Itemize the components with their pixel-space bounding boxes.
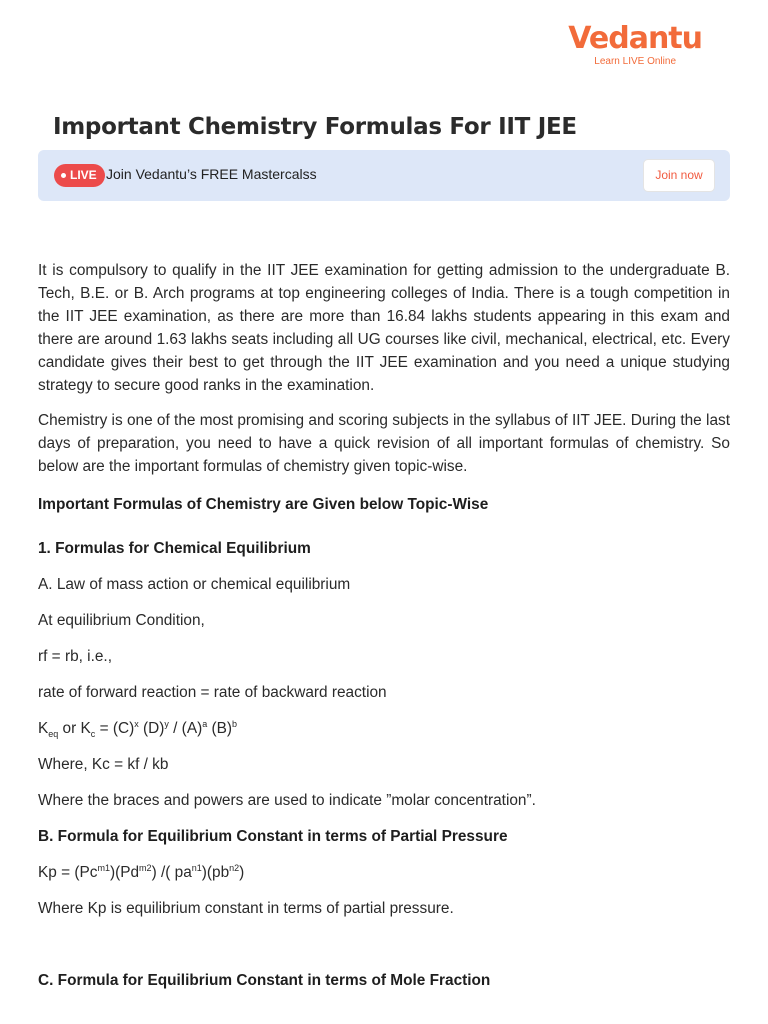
topics-heading: Important Formulas of Chemistry are Given below Topic-Wise	[38, 496, 489, 513]
kp-formula: $Kp = (Pc^{m1})(Pd^{m2})$ /( $pa^{n1})(pb^{n2})$	[38, 863, 245, 881]
vedantu-logo[interactable]	[568, 22, 702, 67]
law-of-mass-action: A. Law of mass action or chemical equilibrium	[38, 576, 351, 593]
logo-tagline: Learn LIVE Online	[594, 56, 676, 67]
braces-note: Where the braces and powers are used to indicate ”molar concentration”.	[38, 792, 536, 809]
live-badge	[54, 164, 105, 187]
section-b-heading: B. Formula for Equilibrium Constant in terms of Partial Pressure	[38, 828, 508, 845]
live-dot-icon	[61, 173, 66, 178]
keq-formula: $K_{eq}$ or $K_c = (C)^x$ $(D)^y / (A)^a$ $(B)^b$	[38, 719, 238, 739]
logo-wordmark: Vedantu	[568, 21, 702, 56]
live-label: LIVE	[70, 168, 97, 182]
rate-equality: rate of forward reaction = rate of backward reaction	[38, 684, 387, 701]
banner-text: Join Vedantu’s FREE Mastercalss	[106, 166, 317, 182]
equilibrium-condition: At equilibrium Condition,	[38, 612, 205, 629]
masterclass-banner	[38, 150, 730, 201]
intro-paragraph-1: It is compulsory to qualify in the IIT JEE examination for getting admission to the undergraduate B. Tech, B.E. or B. Arch programs at top engineering colleges of India. There is a tough competition in the IIT JEE examination, as there are more than 16.84 lakhs students appearing in this exam and there are around 1.63 lakhs seats including all UG courses like civil, mechanical, electrical, etc. Every candidate gives their best to get through the IIT JEE examination and you need a unique studying strategy to secure good ranks in the examination.	[38, 262, 730, 394]
intro-paragraph-2: Chemistry is one of the most promising and scoring subjects in the syllabus of IIT JEE. During the last days of preparation, you need to have a quick revision of all important formulas of chemistry. So below are the important formulas of chemistry given topic-wise.	[38, 412, 730, 475]
kc-definition: Where, Kc = kf / kb	[38, 756, 169, 773]
article-content	[38, 259, 730, 992]
kp-note: Where Kp is equilibrium constant in terms of partial pressure.	[38, 900, 454, 917]
page-title: Important Chemistry Formulas For IIT JEE	[53, 114, 577, 140]
rf-rb-line: rf = rb, i.e.,	[38, 648, 112, 665]
section-c-heading: C. Formula for Equilibrium Constant in terms of Mole Fraction	[38, 972, 491, 989]
section-1-heading: 1. Formulas for Chemical Equilibrium	[38, 540, 311, 557]
join-now-button[interactable]: Join now	[643, 159, 715, 192]
